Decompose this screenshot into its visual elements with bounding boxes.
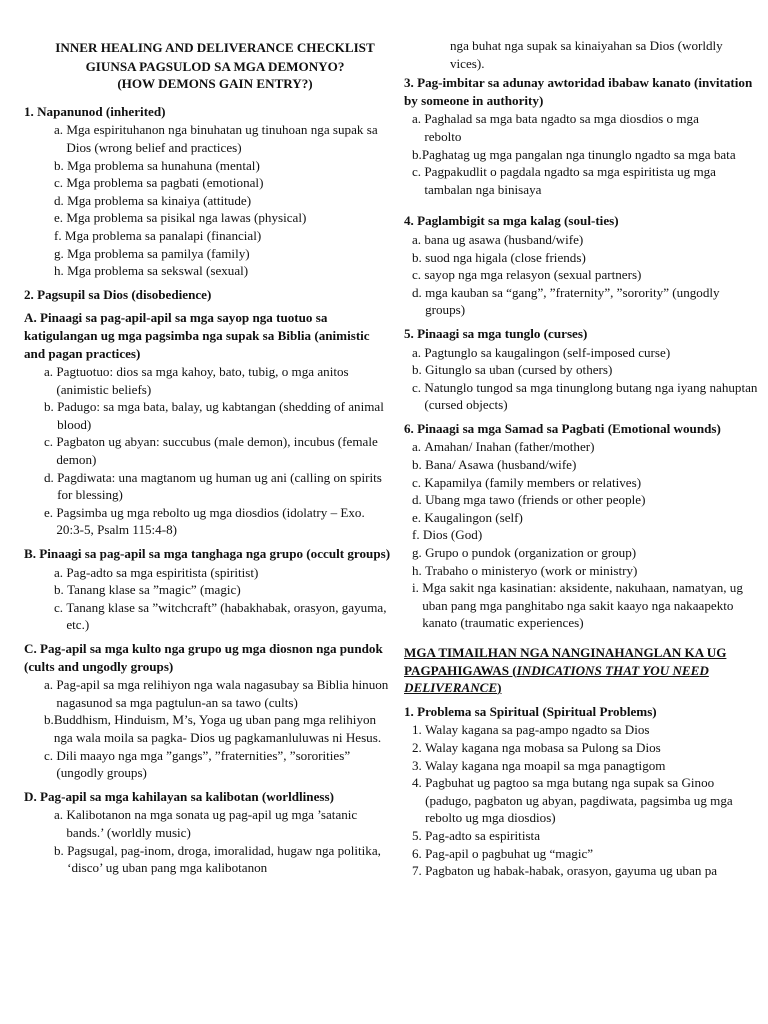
list-item: f. Dios (God) xyxy=(412,527,483,543)
section-a-heading: A. Pinaagi sa pag-apil-apil sa mga sayop nga tuotuo sa katigulangan ug mga pagsimba nga supak sa Biblia (animistic and pagan practices) xyxy=(24,310,370,361)
list-item: b. Buddhism, Hinduism, M’s, Yoga ug uban pang mga relihiyon nga wala moila sa pagka- Dios ug pagkamanluluwas ni Hesus. xyxy=(44,712,382,745)
list-item: a. Kalibotanon na mga sonata ug pag-apil ug mga ’satanic bands.’ (worldly music) xyxy=(54,807,358,840)
list-item: a. Mga espirituhanon nga binuhatan ug tinuhoan nga supak sa Dios (wrong belief and practices) xyxy=(54,122,378,155)
list-item: d. mga kauban sa “gang”, ”fraternity”, ”sorority” (ungodly groups) xyxy=(412,284,720,318)
list-item: 2. Walay kagana nga mobasa sa Pulong sa Dios xyxy=(412,739,661,755)
right-column xyxy=(404,0,760,880)
section-d-list xyxy=(24,806,392,876)
list-item: b. Paghatag ug mga pangalan nga tinunglo ngadto sa mga bata xyxy=(412,146,736,162)
list-item: i. Mga sakit nga kasinatian: aksidente, nakuhaan, namatyan, ug uban pang mga panghitabo nga sakit kaayo nga nakaapekto kanato (traumatic experiences) xyxy=(412,580,743,631)
list-item: c. Pagbaton ug abyan: succubus (male demon), incubus (female demon) xyxy=(44,434,378,468)
list-item: b. Gitunglo sa uban (cursed by others) xyxy=(412,362,613,378)
subtitle-cebuano: GIUNSA PAGSULOD SA MGA DEMONYO? xyxy=(85,58,345,74)
section-b-heading: B. Pinaagi sa pag-apil sa mga tanghaga nga grupo (occult groups) xyxy=(24,546,391,562)
continued-text: nga buhat nga supak sa kinaiyahan sa Dios (worldly vices). xyxy=(450,38,723,71)
list-item: b. Tanang klase sa ”magic” (magic) xyxy=(54,582,241,598)
list-item: 6. Pag-apil o pagbuhat ug “magic” xyxy=(412,845,594,861)
list-item: e. Pagsimba ug mga rebolto ug mga diosdios (idolatry – Exo. 20:3-5, Psalm 115:4-8) xyxy=(44,504,365,538)
spiritual-problems-heading: 1. Problema sa Spiritual (Spiritual Problems) xyxy=(404,703,657,719)
list-item: g. Mga problema sa pamilya (family) xyxy=(54,245,250,261)
list-item: a. Pag-adto sa mga espiritista (spiritist) xyxy=(54,564,259,580)
left-column xyxy=(24,0,392,877)
list-item: a. bana ug asawa (husband/wife) xyxy=(412,231,584,247)
section-6-list xyxy=(404,438,760,632)
list-item: b. suod nga higala (close friends) xyxy=(412,249,586,265)
section-6-heading: 6. Pinaagi sa mga Samad sa Pagbati (Emotional wounds) xyxy=(404,420,721,436)
list-item: a. Amahan/ Inahan (father/mother) xyxy=(412,439,595,455)
subtitle-english: (HOW DEMONS GAIN ENTRY?) xyxy=(117,76,313,92)
section-3-list xyxy=(404,110,760,198)
spiritual-problems-list xyxy=(404,721,760,879)
list-item: b. Pagsugal, pag-inom, droga, imoralidad, hugaw nga politika, ‘disco’ ug uban pang mga kalibotanon xyxy=(54,842,381,876)
list-item: a. Paghalad sa mga bata ngadto sa mga diosdios o mga rebolto xyxy=(412,111,699,144)
list-item: a. Pagtuotuo: dios sa mga kahoy, bato, tubig, o mga anitos (animistic beliefs) xyxy=(44,364,349,397)
list-item: c. Mga problema sa pagbati (emotional) xyxy=(54,175,264,191)
list-item: 7. Pagbaton ug habak-habak, orasyon, gayuma ug uban pa xyxy=(412,863,718,879)
list-item: h. Mga problema sa sekswal (sexual) xyxy=(54,263,249,279)
indications-heading: MGA TIMAILHAN NGA NANGINAHANGLAN KA UG PAGPAHIGAWAS (INDICATIONS THAT YOU NEED DELIVERANCE) xyxy=(404,645,727,696)
list-item: d. Mga problema sa kinaiya (attitude) xyxy=(54,192,252,208)
list-item: a. Pag-apil sa mga relihiyon nga wala nagasubay sa Biblia hinuon nagasunod sa mga pagtulun-an sa tawo (cults) xyxy=(44,677,389,710)
list-item: d. Pagdiwata: una magtanom ug human ug ani (calling on spirits for blessing) xyxy=(44,469,382,503)
section-b-list xyxy=(24,564,392,634)
list-item: 3. Walay kagana nga moapil sa mga panagtigom xyxy=(412,757,666,773)
list-item: h. Trabaho o ministeryo (work or ministry) xyxy=(412,562,638,578)
list-item: f. Mga problema sa panalapi (financial) xyxy=(54,227,262,243)
list-item: b. Padugo: sa mga bata, balay, ug kabtangan (shedding of animal blood) xyxy=(44,399,384,432)
list-item: 4. Pagbuhat ug pagtoo sa mga butang nga supak sa Ginoo (padugo, pagbaton ug abyan, pagdiwata, pagsimba ug mga rebolto ug mga diosdios) xyxy=(412,775,733,826)
list-item: b. Bana/ Asawa (husband/wife) xyxy=(412,457,577,473)
list-item: e. Kaugalingon (self) xyxy=(412,509,523,525)
list-item: e. Mga problema sa pisikal nga lawas (physical) xyxy=(54,210,307,226)
list-item: 5. Pag-adto sa espiritista xyxy=(412,827,541,843)
section-3-heading: 3. Pag-imbitar sa adunay awtoridad ibabaw kanato (invitation by someone in authority) xyxy=(404,75,753,108)
list-item: c. Natunglo tungod sa mga tinunglong butang nga iyang nahuptan (cursed objects) xyxy=(412,379,758,413)
list-item: c. Tanang klase sa ”witchcraft” (habakhabak, orasyon, gayuma, etc.) xyxy=(54,599,387,633)
list-item: d. Ubang mga tawo (friends or other people) xyxy=(412,492,646,508)
section-1-list xyxy=(24,121,392,279)
section-a-list xyxy=(24,363,392,539)
section-d-heading: D. Pag-apil sa mga kahilayan sa kalibotan (worldliness) xyxy=(24,788,334,804)
section-5-list xyxy=(404,344,760,414)
section-c-heading: C. Pag-apil sa mga kulto nga grupo ug mga diosnon nga pundok (cults and ungodly groups) xyxy=(24,641,383,674)
section-5-heading: 5. Pinaagi sa mga tunglo (curses) xyxy=(404,325,588,341)
list-item: a. Pagtunglo sa kaugalingon (self-imposed curse) xyxy=(412,344,671,360)
list-item: b. Mga problema sa hunahuna (mental) xyxy=(54,157,260,173)
section-4-heading: 4. Paglambigit sa mga kalag (soul-ties) xyxy=(404,213,619,229)
document-title: INNER HEALING AND DELIVERANCE CHECKLIST xyxy=(55,40,375,55)
section-2-heading: 2. Pagsupil sa Dios (disobedience) xyxy=(24,286,212,302)
section-1-heading: 1. Napanunod (inherited) xyxy=(24,103,166,119)
list-item: c. Kapamilya (family members or relatives) xyxy=(412,474,642,490)
list-item: c. sayop nga mga relasyon (sexual partners) xyxy=(412,267,642,283)
list-item: g. Grupo o pundok (organization or group) xyxy=(412,545,637,561)
list-item: 1. Walay kagana sa pag-ampo ngadto sa Dios xyxy=(412,722,650,738)
list-item: c. Dili maayo nga mga ”gangs”, ”fraternities”, ”sororities” (ungodly groups) xyxy=(44,747,351,781)
section-4-list xyxy=(404,231,760,319)
section-c-list xyxy=(24,676,392,782)
list-item: c. Pagpakudlit o pagdala ngadto sa mga espiritista ug mga tambalan nga binisaya xyxy=(412,164,716,197)
